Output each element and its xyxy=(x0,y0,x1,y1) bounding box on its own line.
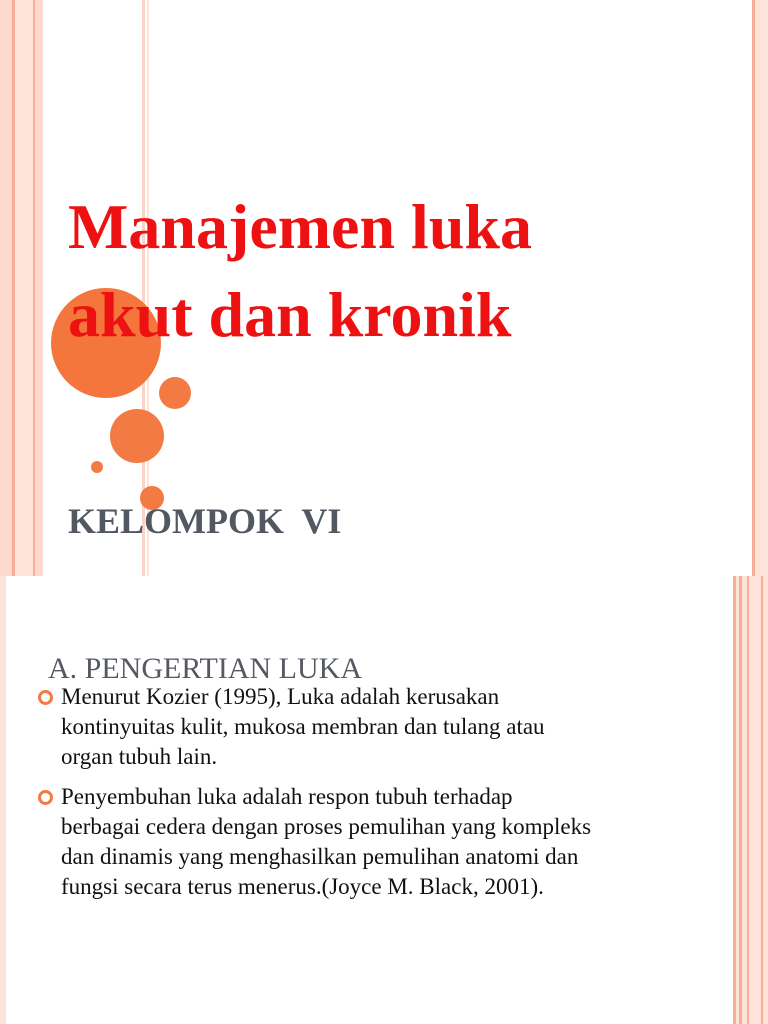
decorative-stripe xyxy=(755,0,768,576)
decorative-stripe xyxy=(35,0,43,576)
decorative-stripe xyxy=(763,576,768,1024)
decorative-circle-icon xyxy=(91,461,103,473)
decorative-stripe xyxy=(749,576,761,1024)
slide-title-line: akut dan kronik xyxy=(68,279,512,350)
bullet-circle-icon xyxy=(38,790,53,805)
bullet-text-line: kontinyuitas kulit, mukosa membran dan tulang atau xyxy=(61,714,545,739)
slide-title-line: Manajemen luka xyxy=(68,191,532,262)
bullet-item xyxy=(34,682,734,772)
bullet-text-line: Penyembuhan luka adalah respon tubuh terhadap xyxy=(61,784,513,809)
decorative-stripe xyxy=(0,0,12,576)
content-slide xyxy=(0,576,768,1024)
decorative-circle-icon xyxy=(159,377,191,409)
decorative-stripe xyxy=(0,576,6,1024)
bullet-text-line: fungsi secara terus menerus.(Joyce M. Black, 2001). xyxy=(61,874,544,899)
section-heading: A. PENGERTIAN LUKA xyxy=(48,652,363,685)
slide-subtitle: KELOMPOK VI xyxy=(68,501,342,541)
bullet-text-line: organ tubuh lain. xyxy=(61,744,218,769)
bullet-item xyxy=(34,782,734,902)
bullet-circle-icon xyxy=(38,690,53,705)
bullet-text-line: berbagai cedera dengan proses pemulihan yang kompleks xyxy=(61,814,592,839)
bullet-text-line: Menurut Kozier (1995), Luka adalah kerusakan xyxy=(61,684,500,709)
decorative-stripe xyxy=(15,0,33,576)
bullet-list xyxy=(34,682,734,912)
decorative-circle-icon xyxy=(110,409,164,463)
bullet-text-line: dan dinamis yang menghasilkan pemulihan anatomi dan xyxy=(61,844,579,869)
slide-title xyxy=(68,183,748,359)
